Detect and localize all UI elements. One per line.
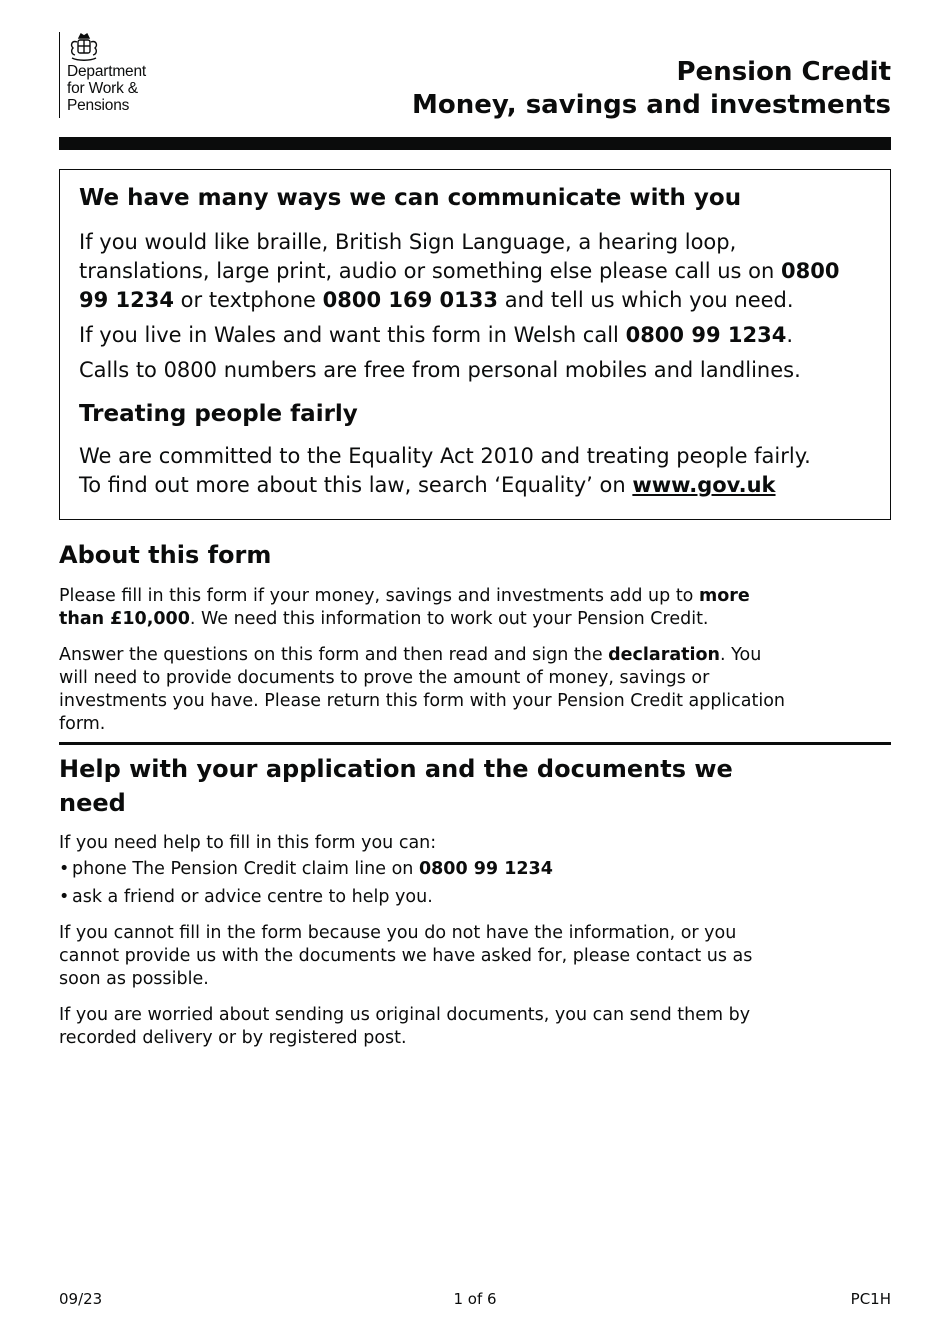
- communicate-heading: We have many ways we can communicate with you: [79, 185, 742, 211]
- bold-text: declaration: [608, 645, 721, 665]
- dwp-logo: [59, 32, 146, 118]
- about-section: [59, 538, 789, 749]
- royal-crest-icon: [67, 32, 101, 62]
- logo-text: [67, 63, 146, 114]
- text: If you live in Wales and want this form in Welsh call: [79, 323, 626, 347]
- footer-form-code: PC1H: [850, 1290, 891, 1308]
- header-divider: [59, 137, 891, 150]
- help-paragraph-3: If you are worried about sending us original documents, you can send them by recorded delivery or by registered post.: [59, 1005, 751, 1048]
- communication-box: [59, 169, 891, 520]
- about-paragraph-2: [59, 644, 789, 736]
- welsh-paragraph: [79, 321, 871, 350]
- accessibility-paragraph: [79, 228, 871, 315]
- page-subtitle: Money, savings and investments: [411, 90, 891, 120]
- help-intro: If you need help to fill in this form you can:: [59, 833, 437, 853]
- footer-page-number: 1 of 6: [453, 1290, 497, 1308]
- text: If you would like braille, British Sign Language, a hearing loop, translations, large print, audio or something else please call us on: [79, 230, 781, 283]
- bullet-icon: •: [59, 859, 70, 879]
- page-title: Pension Credit: [676, 57, 891, 87]
- help-heading: Help with your application and the documents we need: [59, 755, 733, 817]
- textphone-number: 0800 169 0133: [322, 288, 499, 312]
- list-item: [59, 886, 799, 909]
- equality-paragraph: [79, 442, 871, 500]
- help-paragraph-2: If you cannot fill in the form because you do not have the information, or you cannot provide us with the documents we have asked for, please contact us as soon as possible.: [59, 923, 753, 989]
- list-item: [59, 858, 799, 881]
- calls-free-paragraph: Calls to 0800 numbers are free from personal mobiles and landlines.: [79, 358, 801, 382]
- logo-line-2: for Work &: [67, 80, 138, 97]
- text: To find out more about this law, search ‘Equality’ on: [79, 473, 633, 497]
- text: and tell us which you need.: [498, 288, 794, 312]
- fairness-heading: Treating people fairly: [79, 401, 358, 427]
- text: . You will need to provide documents to prove the amount of money, savings or investments you have. Please return this form with your Pension Credit application form.: [59, 645, 786, 734]
- welsh-phone-number: 0800 99 1234: [625, 323, 787, 347]
- text: Please fill in this form if your money, savings and investments add up to: [59, 586, 699, 606]
- about-paragraph-1: [59, 585, 789, 631]
- text: phone The Pension Credit claim line on: [72, 859, 419, 879]
- footer-date: 09/23: [59, 1290, 103, 1308]
- section-divider: [59, 742, 891, 745]
- claim-line-phone: 0800 99 1234: [418, 859, 553, 879]
- logo-line-1: Department: [67, 63, 146, 80]
- text: We are committed to the Equality Act 2010 and treating people fairly.: [79, 444, 811, 468]
- bold-text: more than £10,000: [59, 586, 750, 629]
- text: Answer the questions on this form and then read and sign the: [59, 645, 609, 665]
- govuk-link[interactable]: www.gov.uk: [632, 473, 776, 497]
- bullet-icon: •: [59, 887, 70, 907]
- text: . We need this information to work out your Pension Credit.: [189, 609, 709, 629]
- form-title: [412, 56, 891, 122]
- phone-number: 0800 99 1234: [79, 259, 840, 312]
- text: ask a friend or advice centre to help you.: [72, 887, 433, 907]
- help-section: [59, 752, 799, 1063]
- about-heading: About this form: [59, 541, 272, 569]
- text: or textphone: [173, 288, 323, 312]
- text: .: [786, 323, 794, 347]
- logo-line-3: Pensions: [67, 97, 130, 114]
